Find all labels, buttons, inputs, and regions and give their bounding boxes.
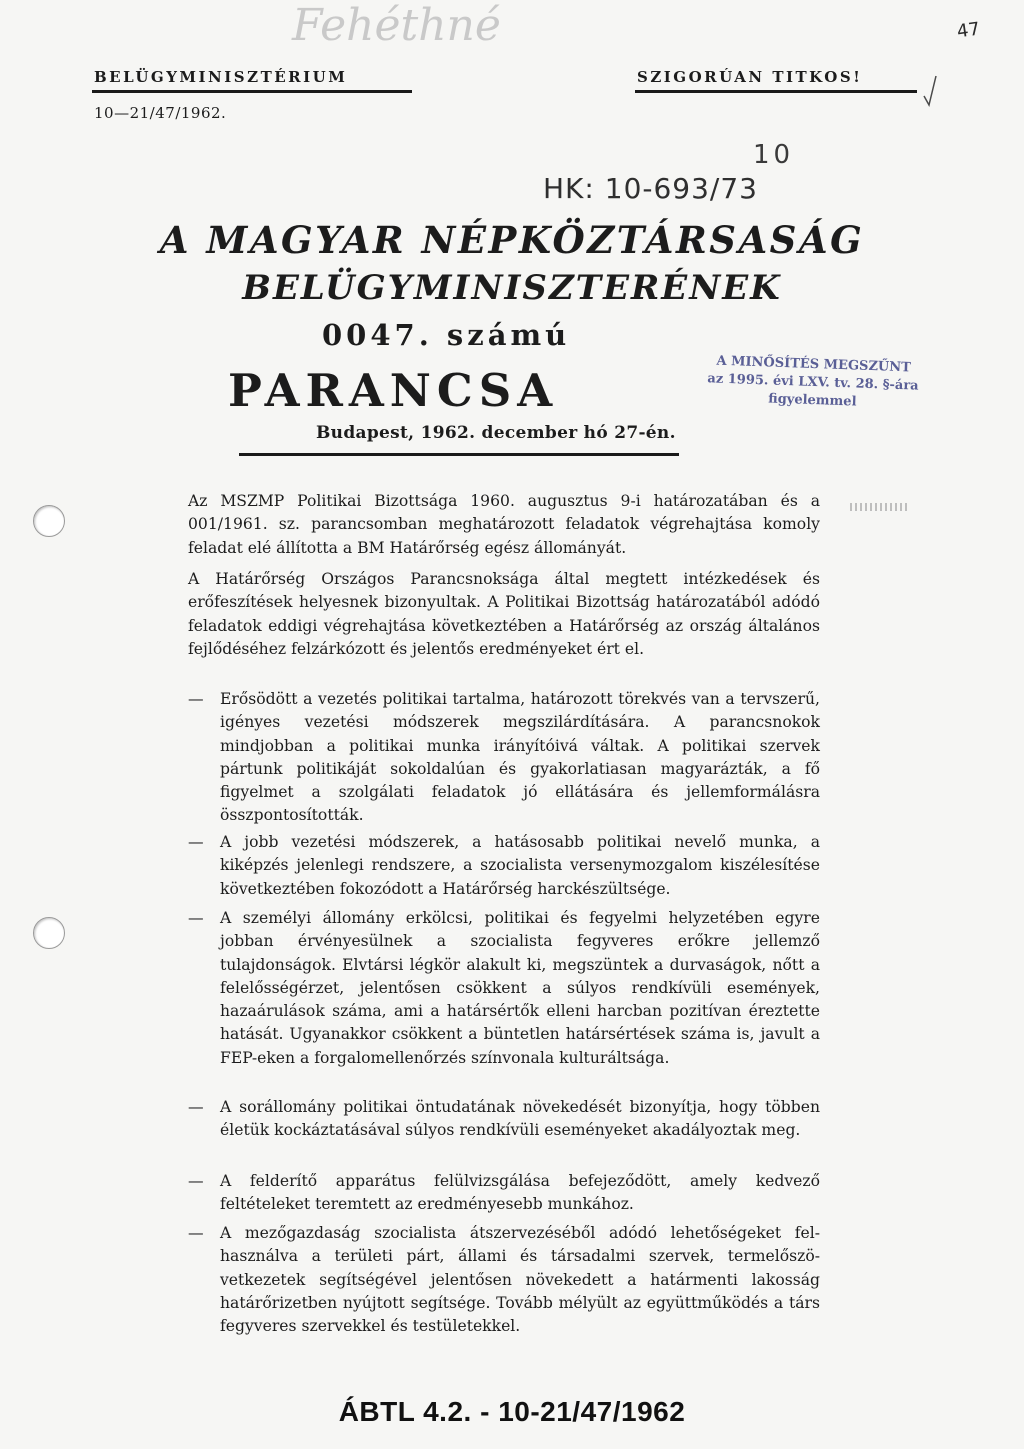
bullet-dash: — xyxy=(188,909,204,927)
title-rule xyxy=(239,453,679,456)
reference-number: 10—21/47/1962. xyxy=(94,104,227,122)
bullet-dash: — xyxy=(188,690,204,708)
list-item-text: A felderítő apparátus felülvizsgálása befejeződött, amely kedvező feltételeket teremtett az eredményesebb munkához. xyxy=(220,1172,820,1214)
bullet-dash: — xyxy=(188,1224,204,1242)
header-rule-right xyxy=(635,90,917,93)
handwritten-hk-note: HK: 10-693/73 xyxy=(543,172,758,205)
page-number: 47 xyxy=(955,18,982,43)
bullet-dash: — xyxy=(188,833,204,851)
header-rule-left xyxy=(92,90,412,93)
list-item xyxy=(188,1096,820,1143)
list-item xyxy=(188,1222,820,1338)
place-date: Budapest, 1962. december hó 27-én. xyxy=(316,423,676,443)
list-item-text: A sorállomány politikai öntudatának növekedését bizonyítja, hogy többen életük kockáztatásával súlyos rendkívüli eseményeket akadályoztak meg. xyxy=(220,1098,820,1140)
handwritten-number: 10 xyxy=(753,140,795,170)
order-word: PARANCSA xyxy=(228,364,559,417)
punch-hole-bottom xyxy=(33,917,65,949)
list-item-text: A személyi állomány erkölcsi, politikai és fegyelmi helyzetében egyre jobban érvényesülnek a szocialista fegyveres erőkre jellemző tulajdonságok. Elvtársi légkör alakult ki, megszüntek a durvaságok, nőtt a felelősségérzet, jelentősen csökkent a súlyos rendkívüli események, hazaárulások száma, ami a határsértők elleni harcban pozitívan éreztette hatását. Ugyanakkor csökkent a büntetlen határsértések száma is, javult a FEP-eken a forgalomellenőrzés színvonala kulturáltsága. xyxy=(220,909,820,1067)
body-paragraph-2: A Határőrség Országos Parancsnoksága által megtett intézkedések és erőfeszítések helyesnek bizonyultak. A Politikai Bizottság határozatából adódó feladatok eddigi végrehajtása következtében a Határőrség az ország általános fejlődéséhez felzárkózott és jelentős eredményeket ért el. xyxy=(188,570,820,658)
stamp-line-2: az 1995. évi LXV. tv. 28. §-ára xyxy=(707,371,919,394)
check-mark-icon xyxy=(922,74,938,108)
pencil-note: Fehéthné xyxy=(292,0,501,51)
ministry-header: BELÜGYMINISZTÉRIUM xyxy=(94,68,348,86)
list-item xyxy=(188,1170,820,1217)
title-line-1: A MAGYAR NÉPKÖZTÁRSASÁG xyxy=(159,218,865,262)
list-item xyxy=(188,688,820,828)
archive-reference: ÁBTL 4.2. - 10-21/47/1962 xyxy=(338,1396,686,1427)
order-number: 0047. számú xyxy=(322,318,571,352)
list-item-text: Erősödött a vezetés politikai tartalma, határozott törekvés van a tervszerű, igényes vezetési módszerek megszilárdítására. A parancsnokok mindjobban a politikai munka irányítóivá váltak. A politikai szervek pártunk politikáját sokoldalúan és gyakorlatiasan magyarázták, a fő figyelmet a szolgálati feladatok jó ellátására és jellemformálásra összpontosították. xyxy=(220,690,820,825)
list-item-text: A mezőgazdaság szocialista átszervezéséből adódó lehetőségeket felhasználva a területi párt, állami és társadalmi szervek, termelőszövetkezetek segítségével jelentősen növekedett a határmenti lakosság határőrizetben nyújtott segítsége. Tovább mélyült az együttműködés a társ fegyveres szervekkel és testületekkel. xyxy=(220,1224,820,1336)
title-line-2: BELÜGYMINISZTERÉNEK xyxy=(242,268,782,308)
bullet-dash: — xyxy=(188,1098,204,1116)
ink-speck xyxy=(850,503,910,511)
list-item-text: A jobb vezetési módszerek, a hatásosabb politikai nevelő munka, a kiképzés jelenlegi rendszere, a szocialista versenymozgalom kiszélesítése következtében fokozódott a Határőrség harckészültsége. xyxy=(220,833,820,898)
classification-header: SZIGORÚAN TITKOS! xyxy=(637,68,863,86)
declassification-stamp xyxy=(677,351,949,414)
list-item xyxy=(188,831,820,901)
stamp-line-1: A MINŐSÍTÉS MEGSZŰNT xyxy=(716,353,912,376)
body-paragraph-1: Az MSZMP Politikai Bizottsága 1960. augusztus 9-i határozatában és a 001/1961. sz. parancsomban meghatározott feladatok végrehajtása komoly feladat elé állította a BM Határőrség egész állományát. xyxy=(188,492,820,557)
bullet-dash: — xyxy=(188,1172,204,1190)
list-item xyxy=(188,907,820,1070)
stamp-line-3: figyelemmel xyxy=(767,391,857,410)
punch-hole-top xyxy=(33,505,65,537)
